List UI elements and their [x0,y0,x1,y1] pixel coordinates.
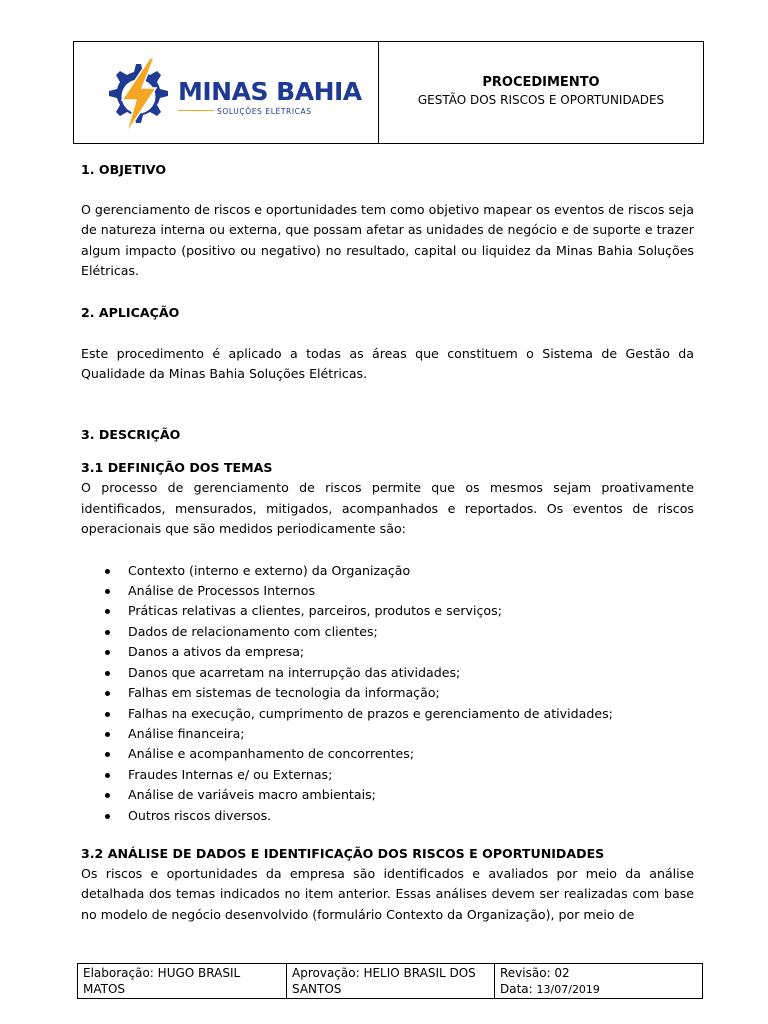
document-footer [77,963,703,999]
list-item: Dados de relacionamento com clientes; [128,622,694,642]
list-item: Danos que acarretam na interrupção das atividades; [128,663,694,683]
document-body [81,160,694,925]
list-item: Análise de variáveis macro ambientais; [128,785,694,805]
footer-revisao-data [495,964,702,998]
list-item: Análise de Processos Internos [128,581,694,601]
section-text-definicao: O processo de gerenciamento de riscos permite que os mesmos sejam proativamente identificados, mensurados, mitigados, acompanhados e reportados. Os eventos de riscos operacionais que são medidos periodicamente são: [81,480,694,537]
logo-cell [74,42,379,143]
section-heading-descricao: 3. DESCRIÇÃO [81,427,181,443]
section-heading-objetivo: 1. OBJETIVO [81,162,167,177]
logo-tagline: SOLUÇÕES ELÉTRICAS [217,107,312,116]
section-heading-aplicacao: 2. APLICAÇÃO [81,304,180,320]
logo-divider [178,110,214,111]
section-text-aplicacao: Este procedimento é aplicado a todas as áreas que constituem o Sistema de Gestão da Qualidade da Minas Bahia Soluções Elétricas. [81,345,694,382]
list-item: Contexto (interno e externo) da Organização [128,561,694,581]
footer-revisao: Revisão: 02 [500,966,570,980]
title-cell [379,42,703,143]
footer-elaboracao: Elaboração: HUGO BRASIL MATOS [78,964,287,998]
footer-data [500,981,697,998]
logo-name: MINAS BAHIA [178,77,362,106]
section-text-analise: Os riscos e oportunidades da empresa são identificados e avaliados por meio da análise detalhada dos temas indicados no item anterior. Essas análises devem ser realizadas com base no modelo de negócio desenvolvido (formulário Contexto da Organização), por meio de [81,865,694,922]
footer-aprovacao: Aprovação: HELIO BRASIL DOS SANTOS [287,964,495,998]
footer-data-value: 13/07/2019 [536,983,600,996]
section-text-objetivo: O gerenciamento de riscos e oportunidades tem como objetivo mapear os eventos de riscos seja de natureza interna ou externa, que possam afetar as unidades de negócio e de suporte e trazer algum impacto (positivo ou negativo) no resultado, capital ou liquidez da Minas Bahia Soluções Elétricas. [81,202,694,279]
document-title: GESTÃO DOS RISCOS E OPORTUNIDADES [417,92,665,107]
list-item: Práticas relativas a clientes, parceiros, produtos e serviços; [128,601,694,621]
list-item: Danos a ativos da empresa; [128,642,694,662]
section-heading-analise: 3.2 ANÁLISE DE DADOS E IDENTIFICAÇÃO DOS RISCOS E OPORTUNIDADES [81,845,605,861]
section-heading-definicao: 3.1 DEFINIÇÃO DOS TEMAS [81,460,273,476]
list-item: Análise e acompanhamento de concorrentes; [128,744,694,764]
risk-events-list [81,561,694,826]
document-type: PROCEDIMENTO [482,74,600,90]
list-item: Outros riscos diversos. [128,806,694,826]
list-item: Fraudes Internas e/ ou Externas; [128,765,694,785]
document-header [73,41,704,144]
gear-bolt-logo-icon [96,56,176,136]
list-item: Falhas em sistemas de tecnologia da informação; [128,683,694,703]
list-item: Falhas na execução, cumprimento de prazos e gerenciamento de atividades; [128,704,694,724]
list-item: Análise financeira; [128,724,694,744]
footer-data-label: Data: [500,982,533,996]
